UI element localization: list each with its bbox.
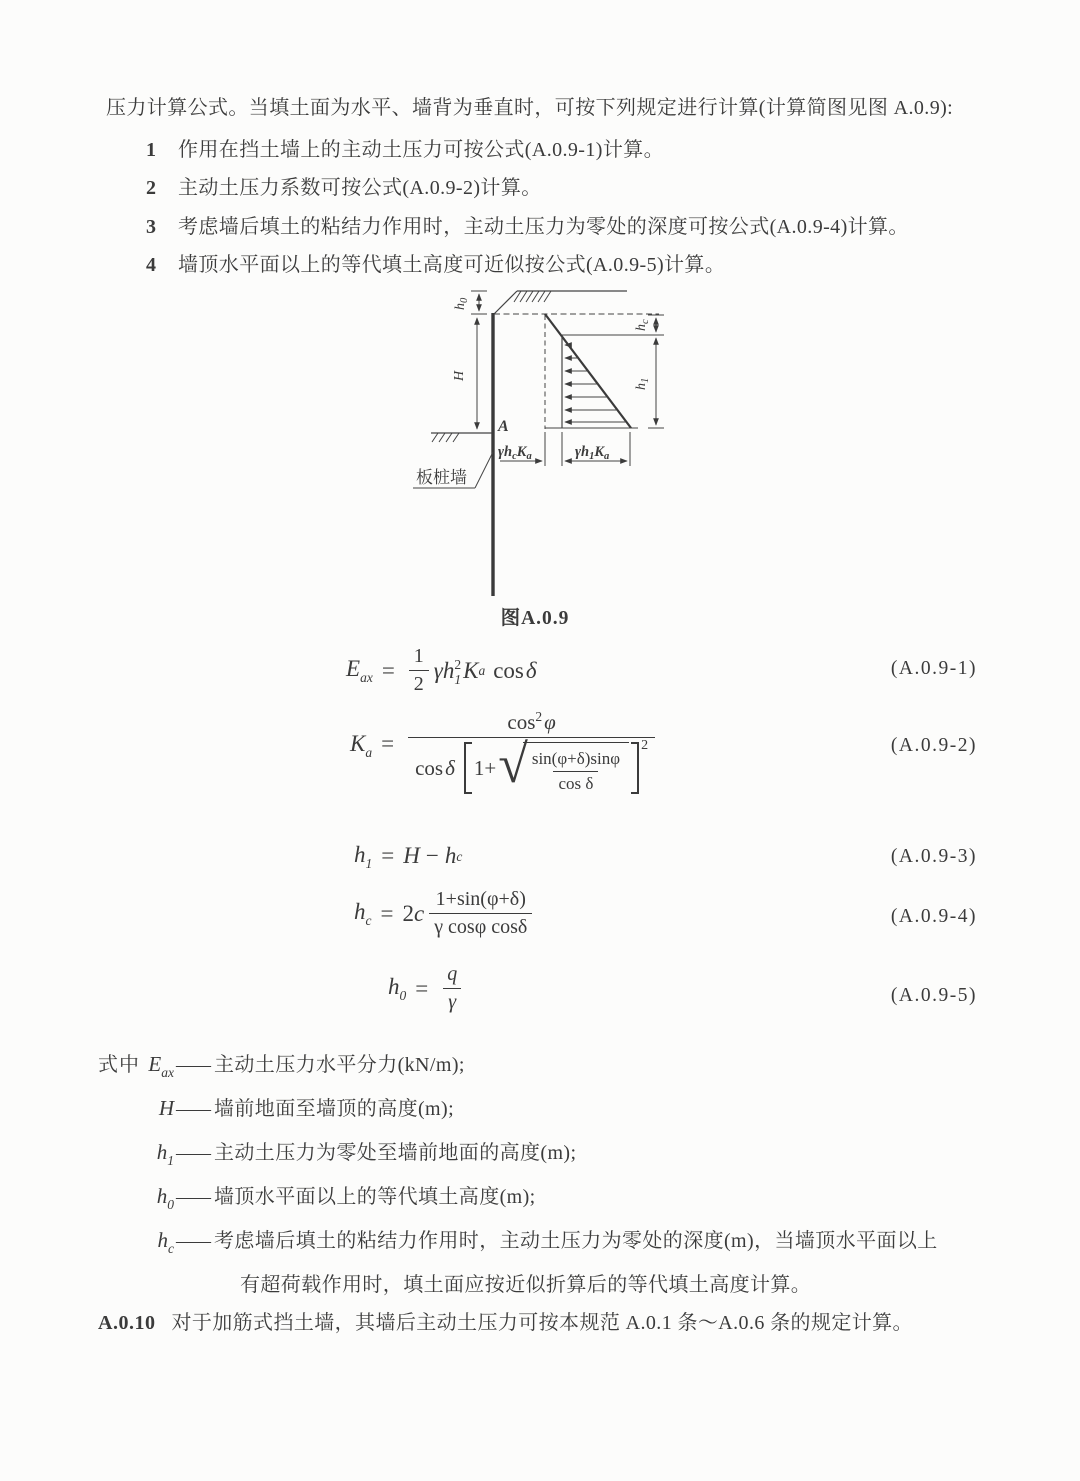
list-item-number: 3 (146, 216, 156, 238)
svg-text:h0: $h_0$ (453, 297, 470, 310)
list-item-text: 主动土压力系数可按公式(A.0.9-2)计算。 (178, 177, 542, 199)
list-item-text: 墙顶水平面以上的等代填土高度可近似按公式(A.0.9-5)计算。 (178, 254, 726, 276)
list-item-number: 4 (146, 254, 156, 276)
left-bracket (464, 742, 472, 794)
list-item-4 (146, 248, 725, 277)
where-prefix: 式中 (98, 1054, 140, 1076)
eq-label-3: (A.0.9-3) (890, 846, 977, 867)
equation-a.0.9-1: $E_{ax}$ = $\frac{1}{2}$ γ h 2 1 K a cos δ (346, 645, 537, 695)
dimension-hc (634, 315, 664, 335)
clause-number: A.0.10 (98, 1312, 156, 1334)
where-def-eax: 式中 $E_{ax}$ —— 主动土压力水平分力(kN/m); (98, 1048, 465, 1080)
list-item-3 (146, 210, 909, 239)
where-def-h1: $h_1$ —— 主动土压力为零处至墙前地面的高度(m); (156, 1140, 577, 1168)
list-item-text: 作用在挡土墙上的主动土压力可按公式(A.0.9-1)计算。 (178, 139, 665, 161)
intro-paragraph: 压力计算公式。当填土面为水平、墙背为垂直时，可按下列规定进行计算(计算简图见图 A.0.9): (106, 97, 954, 119)
svg-text:γhcKa: $\gamma h_cK_a$ (498, 444, 532, 462)
right-bracket (631, 742, 639, 794)
list-item-number: 2 (146, 177, 156, 199)
where-def-hc: $h_c$ —— 考虑墙后填土的粘结力作用时，主动土压力为零处的深度(m)，当墙顶水平面以上 (157, 1228, 938, 1256)
list-item-number: 1 (146, 139, 156, 161)
fraction: $\frac{1+\sin(\varphi+\delta)}{\text{γ cosφ cosδ}}$ (429, 888, 532, 939)
eq-label-2: (A.0.9-2) (890, 735, 977, 756)
svg-text:H: H (452, 370, 467, 381)
equation-a.0.9-2: $K_a$ = $\cos^2\varphi$ cos δ 1+ √ $\frac{\sin(\varphi+\delta)\sin\varphi}{\text{cos δ}}$ 2 (350, 710, 660, 796)
eq-label-5: (A.0.9-5) (890, 985, 977, 1006)
point-a-label: A (498, 418, 509, 435)
where-def-h0: $h_0$ —— 墙顶水平面以上的等代填土高度(m); (156, 1184, 536, 1212)
main-fraction: $\cos^2\varphi$ cos δ 1+ √ $\frac{\sin(\varphi+\delta)\sin\varphi}{\text{cos δ}}$ 2 (408, 710, 655, 796)
fraction: $\frac{q}{\gamma}$ (442, 963, 462, 1014)
svg-text:h1: $h_1$ (634, 377, 651, 390)
dimension-H (452, 318, 477, 429)
equation-a.0.9-4: $h_c$ = 2 c $\frac{1+\sin(\varphi+\delta)}{\text{γ cosφ cosδ}}$ (354, 888, 537, 939)
radical-sign: √ (498, 734, 528, 795)
eq-label-4: (A.0.9-4) (890, 906, 977, 927)
where-def-hc-continued: 有超荷载作用时，填土面应按近似折算后的等代填土高度计算。 (240, 1274, 812, 1296)
figure-caption: 图A.0.9 (500, 608, 570, 629)
equation-a.0.9-3: $h_1$ = H − h c (354, 842, 463, 871)
pressure-arrows (565, 345, 626, 422)
eq3-lhs: $h_1$ (354, 842, 373, 871)
dimension-gamma-h1-ka (565, 444, 627, 462)
clause-a.0.10 (98, 1306, 913, 1335)
where-def-H: H —— 墙前地面至墙顶的高度(m); (158, 1096, 455, 1120)
eq-label-1: (A.0.9-1) (890, 658, 977, 679)
eq4-lhs: $h_c$ (354, 899, 372, 929)
retaining-wall-figure (410, 280, 680, 610)
list-item-2 (146, 171, 542, 200)
eq1-lhs: $E_{ax}$ (346, 656, 373, 686)
backfill-ground-surface (494, 291, 627, 314)
wall-callout (413, 452, 493, 488)
square-root: √ $\frac{\sin(\varphi+\delta)\sin\varphi}{\text{cos δ}}$ (498, 742, 629, 794)
eq2-lhs: $K_a$ (350, 731, 373, 760)
wall-label: 板桩墙 (416, 468, 467, 487)
dimension-h0 (453, 291, 487, 314)
svg-text:γh1Ka: $\gamma h_1K_a$ (575, 444, 610, 462)
front-ground-surface (431, 433, 492, 442)
dimension-h1 (634, 338, 664, 428)
equation-a.0.9-5: $h_0$ = $\frac{q}{\gamma}$ (388, 963, 467, 1014)
clause-text: 对于加筋式挡土墙，其墙后主动土压力可按本规范 A.0.1 条～A.0.6 条的规定计算。 (171, 1312, 913, 1334)
list-item-text: 考虑墙后填土的粘结力作用时，主动土压力为零处的深度可按公式(A.0.9-4)计算。 (178, 216, 909, 238)
eq5-lhs: $h_0$ (388, 974, 407, 1004)
fraction-half: $\frac{1}{2}$ (409, 645, 429, 696)
list-item-1 (146, 133, 664, 162)
svg-text:hc: $h_c$ (634, 319, 651, 331)
